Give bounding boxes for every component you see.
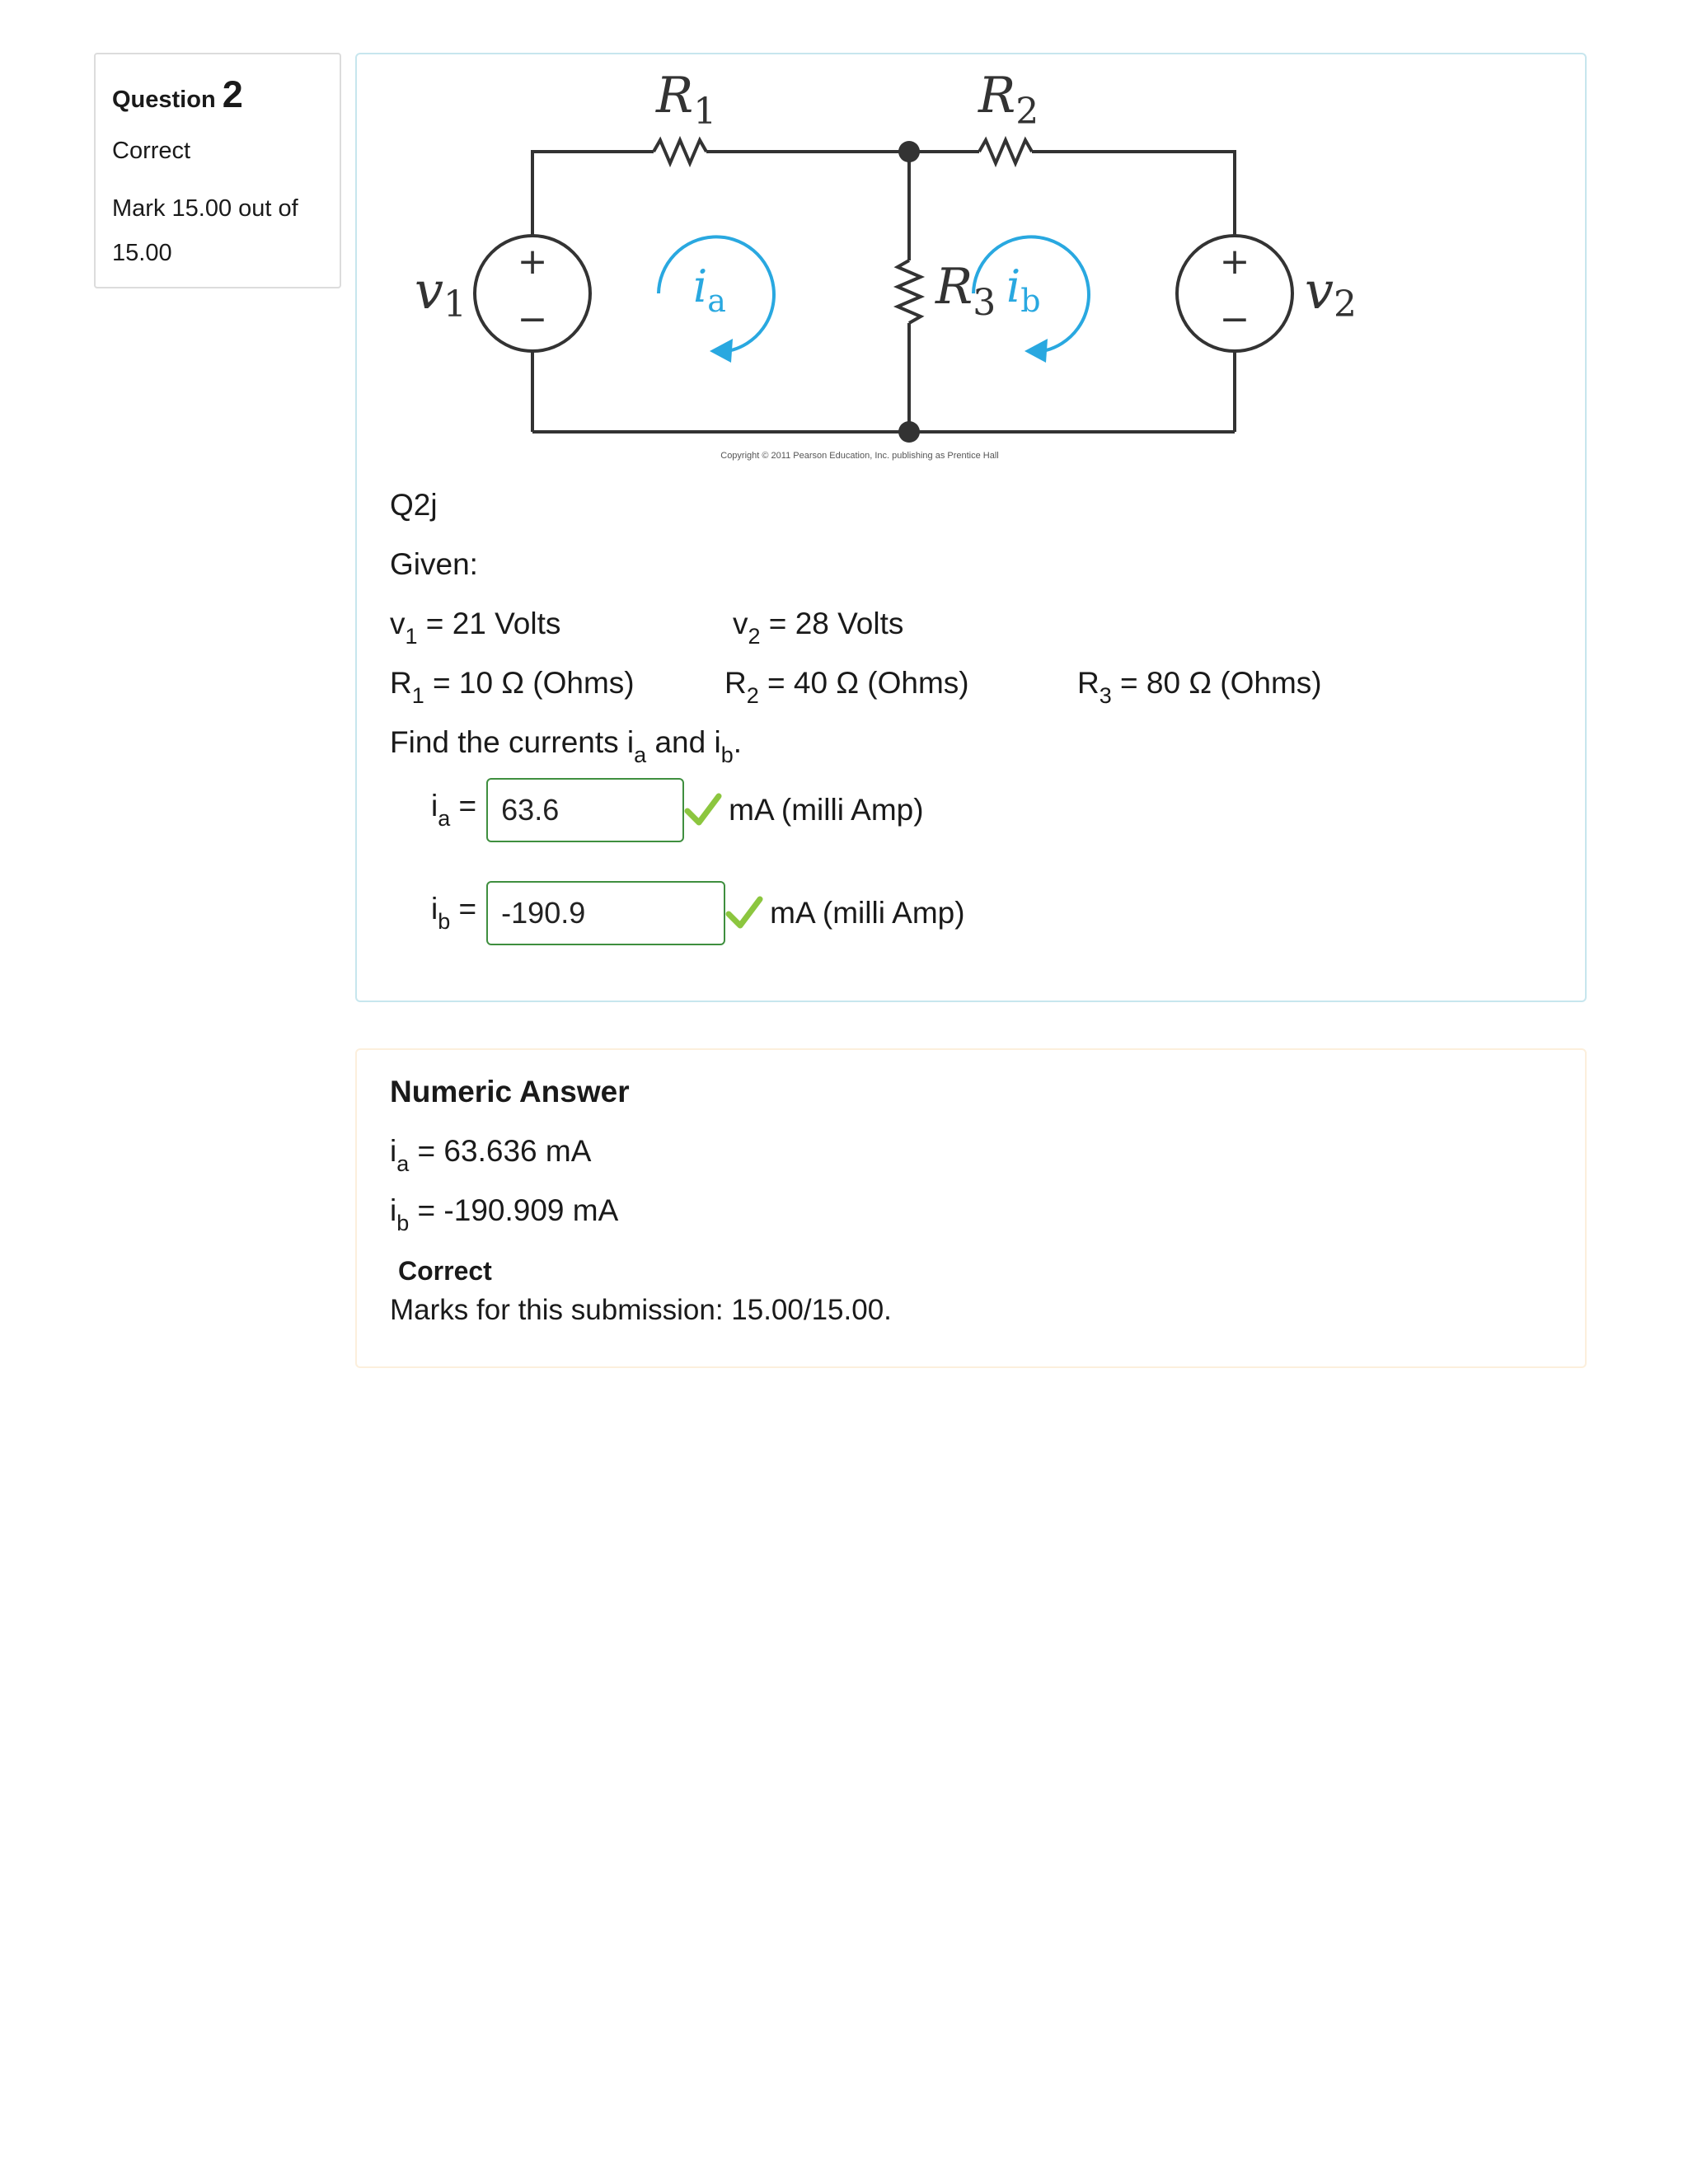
v2-minus-sign: − <box>1219 298 1250 340</box>
v1-plus-sign: + <box>517 241 548 283</box>
given-v1: $v_1 = 21$ Volts <box>390 607 561 649</box>
correct-check-icon <box>684 791 722 829</box>
resistor-r1-zigzag <box>654 140 706 163</box>
node-top <box>898 141 920 162</box>
feedback-ia: $i_a = 63.636$ mA <box>390 1134 592 1176</box>
given-v2: $v_2 = 28$ Volts <box>733 607 904 649</box>
resistor-r3-zigzag <box>898 260 921 323</box>
answer-label-ia: $i_a$ = <box>431 789 477 831</box>
feedback-correct-label: Correct <box>398 1256 492 1286</box>
label-v1: v1 <box>415 260 467 326</box>
question-label: Question <box>112 87 216 113</box>
given-r3: $R_3 = 80$ Ω (Ohms) <box>1077 666 1322 708</box>
question-number: 2 <box>222 73 243 115</box>
feedback-ib: $i_b = -190.909$ mA <box>390 1193 619 1235</box>
mesh-arrowhead-ia <box>710 339 733 363</box>
feedback-marks: Marks for this submission: 15.00/15.00. <box>390 1294 892 1326</box>
given-r1: $R_1 = 10$ Ω (Ohms) <box>390 666 635 708</box>
question-info-panel <box>94 53 341 288</box>
answer-row-ib <box>431 881 965 945</box>
copyright-note: Copyright © 2011 Pearson Education, Inc. publishing as Prentice Hall <box>720 451 999 461</box>
label-r1: $R_1$ <box>656 67 717 133</box>
find-instruction: Find the currents $i_a$ and $i_b$. <box>390 725 742 767</box>
question-state: Correct <box>112 138 191 164</box>
v2-plus-sign: + <box>1219 241 1250 283</box>
label-v2: v2 <box>1305 260 1357 326</box>
circuit-diagram <box>382 54 1371 483</box>
answer-label-ib: $i_b$ = <box>431 892 477 934</box>
label-r2: $R_2$ <box>978 67 1039 133</box>
answer-row-ia <box>431 778 924 842</box>
label-ib: $i_b$ <box>1006 260 1041 319</box>
question-content-panel <box>355 53 1587 1002</box>
correct-check-icon <box>725 894 763 932</box>
question-code: Q2j <box>390 488 438 522</box>
label-r3: $R_3$ <box>935 258 996 324</box>
mesh-arrowhead-ib <box>1025 339 1048 363</box>
resistor-r2-zigzag <box>979 140 1032 163</box>
label-ia: $i_a$ <box>693 260 726 319</box>
feedback-title: Numeric Answer <box>390 1075 630 1108</box>
answer-input-ib[interactable] <box>486 881 725 945</box>
answer-input-ia[interactable] <box>486 778 684 842</box>
answer-unit-ib: mA (milli Amp) <box>770 896 965 930</box>
given-r2: $R_2 = 40$ Ω (Ohms) <box>724 666 969 708</box>
answer-unit-ia: mA (milli Amp) <box>729 793 924 827</box>
feedback-panel <box>355 1048 1587 1368</box>
node-bottom <box>898 421 920 443</box>
v1-minus-sign: − <box>517 298 548 340</box>
question-title <box>112 73 340 115</box>
given-label: Given: <box>390 547 478 581</box>
circuit-wires <box>475 140 1292 432</box>
question-grade: Mark 15.00 out of 15.00 <box>112 195 298 266</box>
